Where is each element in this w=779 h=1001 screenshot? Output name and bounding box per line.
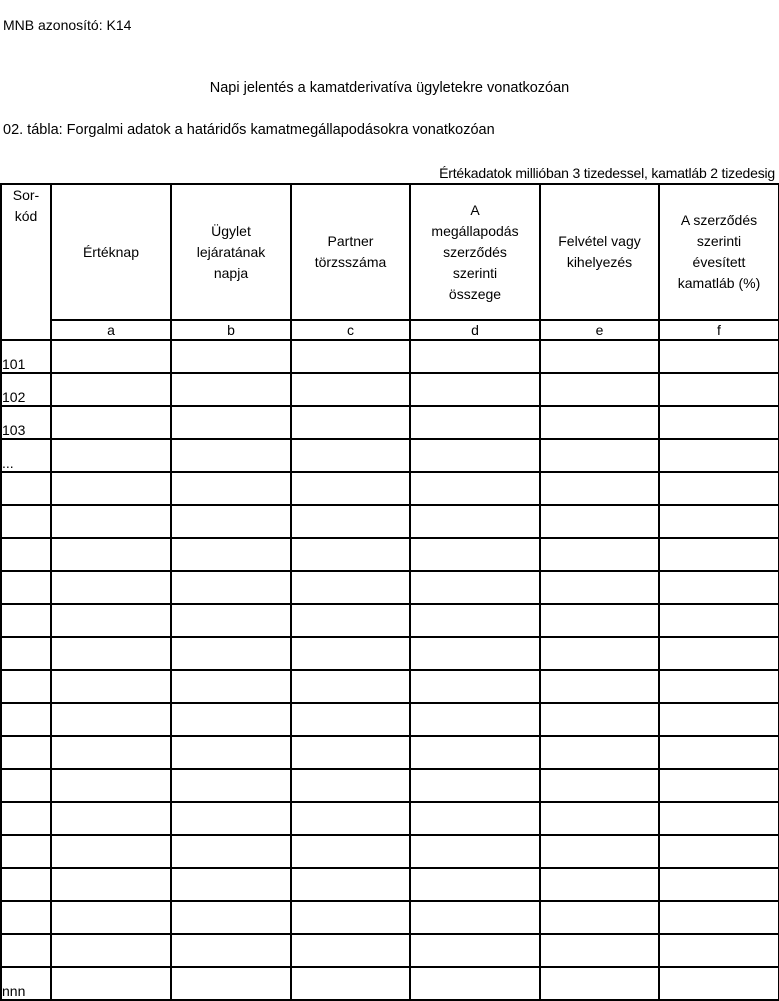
table-cell[interactable]	[540, 967, 659, 1000]
table-cell[interactable]	[51, 736, 171, 769]
table-cell[interactable]	[171, 736, 291, 769]
table-row	[1, 670, 779, 703]
column-letter: e	[540, 320, 659, 340]
table-cell[interactable]	[51, 637, 171, 670]
table-row	[1, 835, 779, 868]
table-cell[interactable]	[659, 835, 779, 868]
row-code	[1, 868, 51, 901]
table-cell[interactable]	[540, 571, 659, 604]
table-cell[interactable]	[291, 703, 410, 736]
row-code	[1, 769, 51, 802]
table-cell[interactable]	[51, 604, 171, 637]
table-cell[interactable]	[410, 373, 540, 406]
row-code	[1, 802, 51, 835]
column-header-partner: Partner törzsszáma	[291, 184, 410, 320]
table-cell[interactable]	[51, 868, 171, 901]
table-cell[interactable]	[540, 538, 659, 571]
table-cell[interactable]	[410, 340, 540, 373]
row-code: 103	[1, 406, 51, 439]
table-cell[interactable]	[51, 934, 171, 967]
table-cell[interactable]	[659, 406, 779, 439]
table-title: 02. tábla: Forgalmi adatok a határidős kamatmegállapodásokra vonatkozóan	[3, 122, 495, 138]
table-cell[interactable]	[540, 769, 659, 802]
table-cell[interactable]	[659, 604, 779, 637]
table-cell[interactable]	[51, 967, 171, 1000]
row-code	[1, 571, 51, 604]
table-row	[1, 340, 779, 373]
column-letter: d	[410, 320, 540, 340]
table-cell[interactable]	[51, 538, 171, 571]
column-letter: a	[51, 320, 171, 340]
table-cell[interactable]	[171, 538, 291, 571]
table-cell[interactable]	[291, 439, 410, 472]
table-cell[interactable]	[659, 901, 779, 934]
table-cell[interactable]	[171, 637, 291, 670]
column-header-felvetel: Felvétel vagy kihelyezés	[540, 184, 659, 320]
table-cell[interactable]	[540, 406, 659, 439]
table-cell[interactable]	[410, 439, 540, 472]
table-cell[interactable]	[540, 868, 659, 901]
table-row	[1, 406, 779, 439]
table-cell[interactable]	[659, 736, 779, 769]
table-cell[interactable]	[171, 868, 291, 901]
row-code	[1, 604, 51, 637]
row-code: 101	[1, 340, 51, 373]
table-cell[interactable]	[540, 637, 659, 670]
column-letter-row	[1, 320, 779, 340]
table-cell[interactable]	[540, 802, 659, 835]
data-table	[0, 183, 779, 1001]
table-cell[interactable]	[410, 703, 540, 736]
table-cell[interactable]	[171, 703, 291, 736]
column-header-lejarat: Ügylet lejáratának napja	[171, 184, 291, 320]
table-cell[interactable]	[410, 868, 540, 901]
row-code	[1, 934, 51, 967]
table-cell[interactable]	[659, 934, 779, 967]
table-row	[1, 505, 779, 538]
table-cell[interactable]	[410, 934, 540, 967]
table-cell[interactable]	[540, 934, 659, 967]
table-cell[interactable]	[51, 835, 171, 868]
table-cell[interactable]	[659, 637, 779, 670]
table-cell[interactable]	[540, 373, 659, 406]
table-cell[interactable]	[171, 406, 291, 439]
table-cell[interactable]	[171, 769, 291, 802]
table-cell[interactable]	[171, 604, 291, 637]
table-cell[interactable]	[659, 439, 779, 472]
table-cell[interactable]	[410, 736, 540, 769]
table-cell[interactable]	[291, 934, 410, 967]
table-cell[interactable]	[410, 472, 540, 505]
table-cell[interactable]	[171, 505, 291, 538]
table-cell[interactable]	[171, 934, 291, 967]
table-row	[1, 967, 779, 1000]
row-code	[1, 901, 51, 934]
column-header-erteknap: Értéknap	[51, 184, 171, 320]
table-cell[interactable]	[51, 505, 171, 538]
table-cell[interactable]	[410, 604, 540, 637]
table-cell[interactable]	[540, 505, 659, 538]
table-row	[1, 934, 779, 967]
row-code: nnn	[1, 967, 51, 1000]
table-cell[interactable]	[659, 703, 779, 736]
table-cell[interactable]	[410, 571, 540, 604]
table-cell[interactable]	[659, 967, 779, 1000]
row-code	[1, 736, 51, 769]
table-cell[interactable]	[659, 505, 779, 538]
row-code	[1, 670, 51, 703]
row-code	[1, 637, 51, 670]
row-code	[1, 472, 51, 505]
column-letter: f	[659, 320, 779, 340]
mnb-identifier: MNB azonosító: K14	[3, 17, 132, 33]
row-code	[1, 505, 51, 538]
table-cell[interactable]	[659, 769, 779, 802]
table-row	[1, 571, 779, 604]
table-cell[interactable]	[410, 967, 540, 1000]
column-letter: b	[171, 320, 291, 340]
table-cell[interactable]	[659, 802, 779, 835]
table-cell[interactable]	[291, 571, 410, 604]
table-cell[interactable]	[291, 604, 410, 637]
table-cell[interactable]	[540, 901, 659, 934]
table-cell[interactable]	[51, 373, 171, 406]
column-header-kamatlab: A szerződés szerinti évesített kamatláb (%)	[659, 184, 779, 320]
table-cell[interactable]	[171, 571, 291, 604]
table-cell[interactable]	[51, 571, 171, 604]
table-cell[interactable]	[659, 538, 779, 571]
table-cell[interactable]	[291, 769, 410, 802]
table-cell[interactable]	[410, 901, 540, 934]
table-cell[interactable]	[51, 670, 171, 703]
table-cell[interactable]	[291, 340, 410, 373]
table-cell[interactable]	[410, 538, 540, 571]
column-letter: c	[291, 320, 410, 340]
table-cell[interactable]	[171, 835, 291, 868]
table-cell[interactable]	[291, 967, 410, 1000]
table-cell[interactable]	[291, 472, 410, 505]
units-note: Értékadatok millióban 3 tizedessel, kamatláb 2 tizedesig	[439, 165, 775, 181]
table-cell[interactable]	[51, 472, 171, 505]
table-row	[1, 802, 779, 835]
table-cell[interactable]	[659, 340, 779, 373]
table-cell[interactable]	[51, 802, 171, 835]
table-cell[interactable]	[51, 340, 171, 373]
table-cell[interactable]	[171, 340, 291, 373]
row-code: ...	[1, 439, 51, 472]
table-cell[interactable]	[51, 703, 171, 736]
table-cell[interactable]	[51, 439, 171, 472]
table-cell[interactable]	[171, 802, 291, 835]
table-cell[interactable]	[171, 472, 291, 505]
table-cell[interactable]	[540, 340, 659, 373]
row-code	[1, 703, 51, 736]
table-row	[1, 901, 779, 934]
table-row	[1, 736, 779, 769]
row-code: 102	[1, 373, 51, 406]
table-cell[interactable]	[51, 406, 171, 439]
table-row	[1, 373, 779, 406]
table-cell[interactable]	[540, 604, 659, 637]
table-cell[interactable]	[540, 439, 659, 472]
table-row	[1, 538, 779, 571]
table-cell[interactable]	[540, 472, 659, 505]
table-cell[interactable]	[291, 373, 410, 406]
table-cell[interactable]	[291, 538, 410, 571]
table-cell[interactable]	[291, 835, 410, 868]
table-cell[interactable]	[291, 901, 410, 934]
table-row	[1, 769, 779, 802]
header-row	[1, 184, 779, 320]
table-cell[interactable]	[291, 736, 410, 769]
table-cell[interactable]	[659, 373, 779, 406]
table-cell[interactable]	[540, 703, 659, 736]
table-cell[interactable]	[540, 835, 659, 868]
table-cell[interactable]	[410, 802, 540, 835]
table-cell[interactable]	[410, 835, 540, 868]
table-cell[interactable]	[291, 406, 410, 439]
table-cell[interactable]	[410, 406, 540, 439]
table-cell[interactable]	[659, 571, 779, 604]
table-cell[interactable]	[51, 901, 171, 934]
table-cell[interactable]	[291, 802, 410, 835]
row-code	[1, 835, 51, 868]
table-cell[interactable]	[659, 472, 779, 505]
table-row	[1, 637, 779, 670]
table-cell[interactable]	[659, 670, 779, 703]
table-cell[interactable]	[410, 505, 540, 538]
table-row	[1, 604, 779, 637]
table-cell[interactable]	[171, 439, 291, 472]
table-row	[1, 703, 779, 736]
table-cell[interactable]	[171, 373, 291, 406]
table-cell[interactable]	[540, 736, 659, 769]
column-header-sorkod: Sor- kód	[1, 184, 51, 340]
table-cell[interactable]	[51, 769, 171, 802]
table-cell[interactable]	[291, 505, 410, 538]
report-title: Napi jelentés a kamatderivatíva ügyletekre vonatkozóan	[209, 80, 570, 96]
table-cell[interactable]	[171, 670, 291, 703]
table-row	[1, 472, 779, 505]
column-header-osszeg: A megállapodás szerződés szerinti összege	[410, 184, 540, 320]
table-cell[interactable]	[291, 868, 410, 901]
table-cell[interactable]	[659, 868, 779, 901]
table-cell[interactable]	[410, 670, 540, 703]
table-cell[interactable]	[291, 637, 410, 670]
table-cell[interactable]	[410, 769, 540, 802]
table-cell[interactable]	[540, 670, 659, 703]
table-cell[interactable]	[171, 901, 291, 934]
table-cell[interactable]	[171, 967, 291, 1000]
table-row	[1, 868, 779, 901]
table-cell[interactable]	[410, 637, 540, 670]
table-cell[interactable]	[291, 670, 410, 703]
table-row	[1, 439, 779, 472]
row-code	[1, 538, 51, 571]
